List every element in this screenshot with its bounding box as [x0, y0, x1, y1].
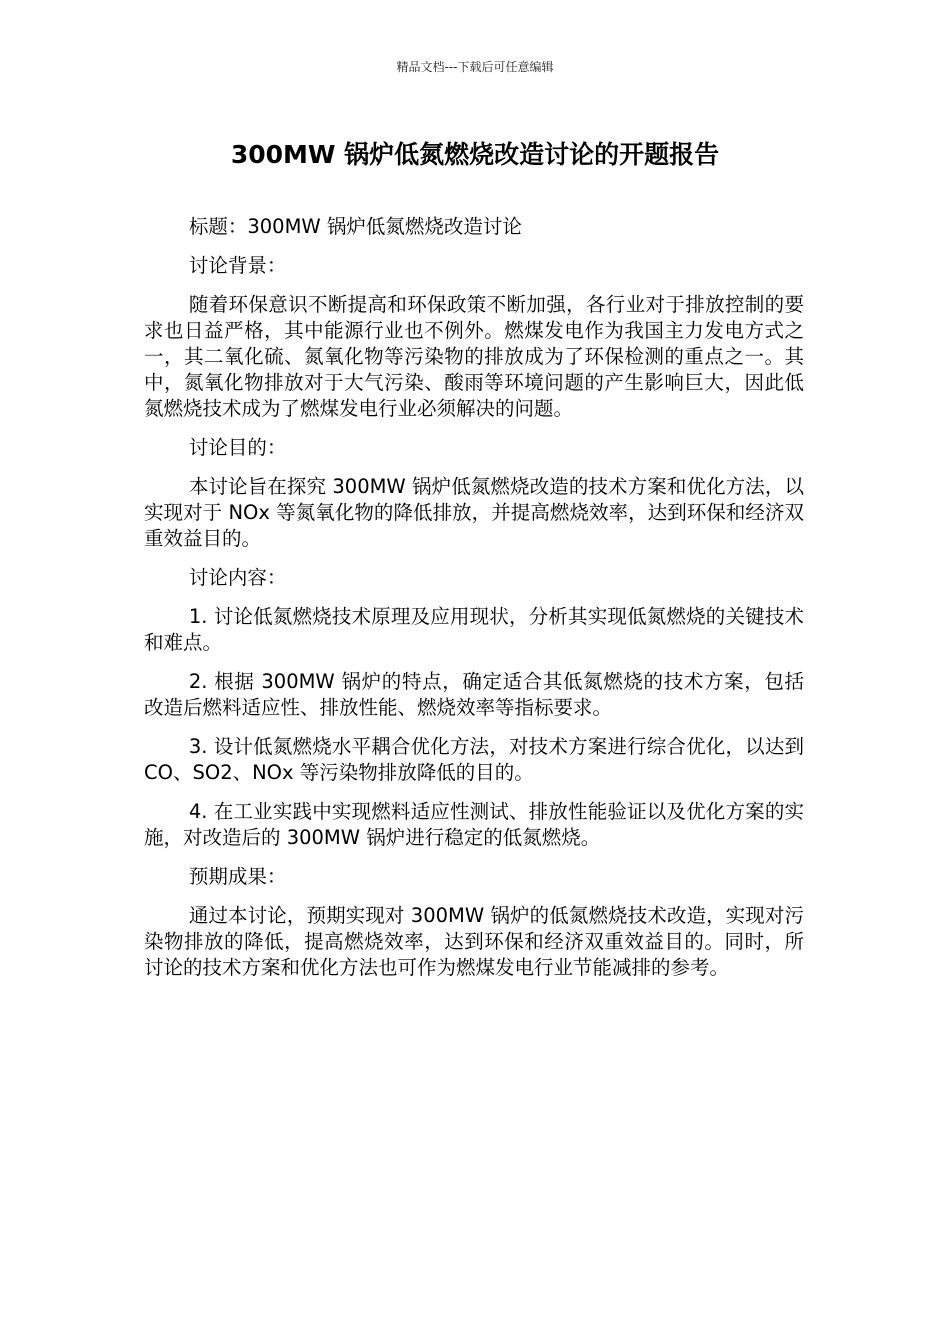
section-heading-purpose: 讨论目的： — [188, 436, 287, 459]
document-body — [144, 214, 804, 994]
document-title: 300MW 锅炉低氮燃烧改造讨论的开题报告 — [230, 140, 720, 169]
content-item-4: 4. 在工业实践中实现燃料适应性测试、排放性能验证以及优化方案的实施，对改造后的 300MW 锅炉进行稳定的低氮燃烧。 — [144, 800, 804, 849]
subject-line: 标题：300MW 锅炉低氮燃烧改造讨论 — [188, 215, 522, 238]
section-heading-content: 讨论内容： — [188, 566, 287, 589]
section-heading-outcomes: 预期成果： — [188, 865, 287, 888]
content-item-2: 2. 根据 300MW 锅炉的特点，确定适合其低氮燃烧的技术方案，包括改造后燃料适应性、排放性能、燃烧效率等指标要求。 — [144, 670, 804, 719]
paragraph-outcomes: 通过本讨论，预期实现对 300MW 锅炉的低氮燃烧技术改造，实现对污染物排放的降低，提高燃烧效率，达到环保和经济双重效益目的。同时，所讨论的技术方案和优化方法也可作为燃煤发电行业节能减排的参考。 — [144, 904, 804, 979]
paragraph-purpose: 本讨论旨在探究 300MW 锅炉低氮燃烧改造的技术方案和优化方法，以实现对于 NOx 等氮氧化物的降低排放，并提高燃烧效率，达到环保和经济双重效益目的。 — [144, 475, 804, 550]
content-item-3: 3. 设计低氮燃烧水平耦合优化方法，对技术方案进行综合优化，以达到 CO、SO2、NOx 等污染物排放降低的目的。 — [144, 735, 804, 784]
paragraph-background: 随着环保意识不断提高和环保政策不断加强，各行业对于排放控制的要求也日益严格，其中能源行业也不例外。燃煤发电作为我国主力发电方式之一，其二氧化硫、氮氧化物等污染物的排放成为了环保检测的重点之一。其中，氮氧化物排放对于大气污染、酸雨等环境问题的产生影响巨大，因此低氮燃烧技术成为了燃煤发电行业必须解决的问题。 — [144, 293, 804, 420]
section-heading-background: 讨论背景： — [188, 254, 287, 277]
header-note: 精品文档---下载后可任意编辑 — [396, 60, 554, 74]
content-item-1: 1. 讨论低氮燃烧技术原理及应用现状，分析其实现低氮燃烧的关键技术和难点。 — [144, 605, 804, 654]
